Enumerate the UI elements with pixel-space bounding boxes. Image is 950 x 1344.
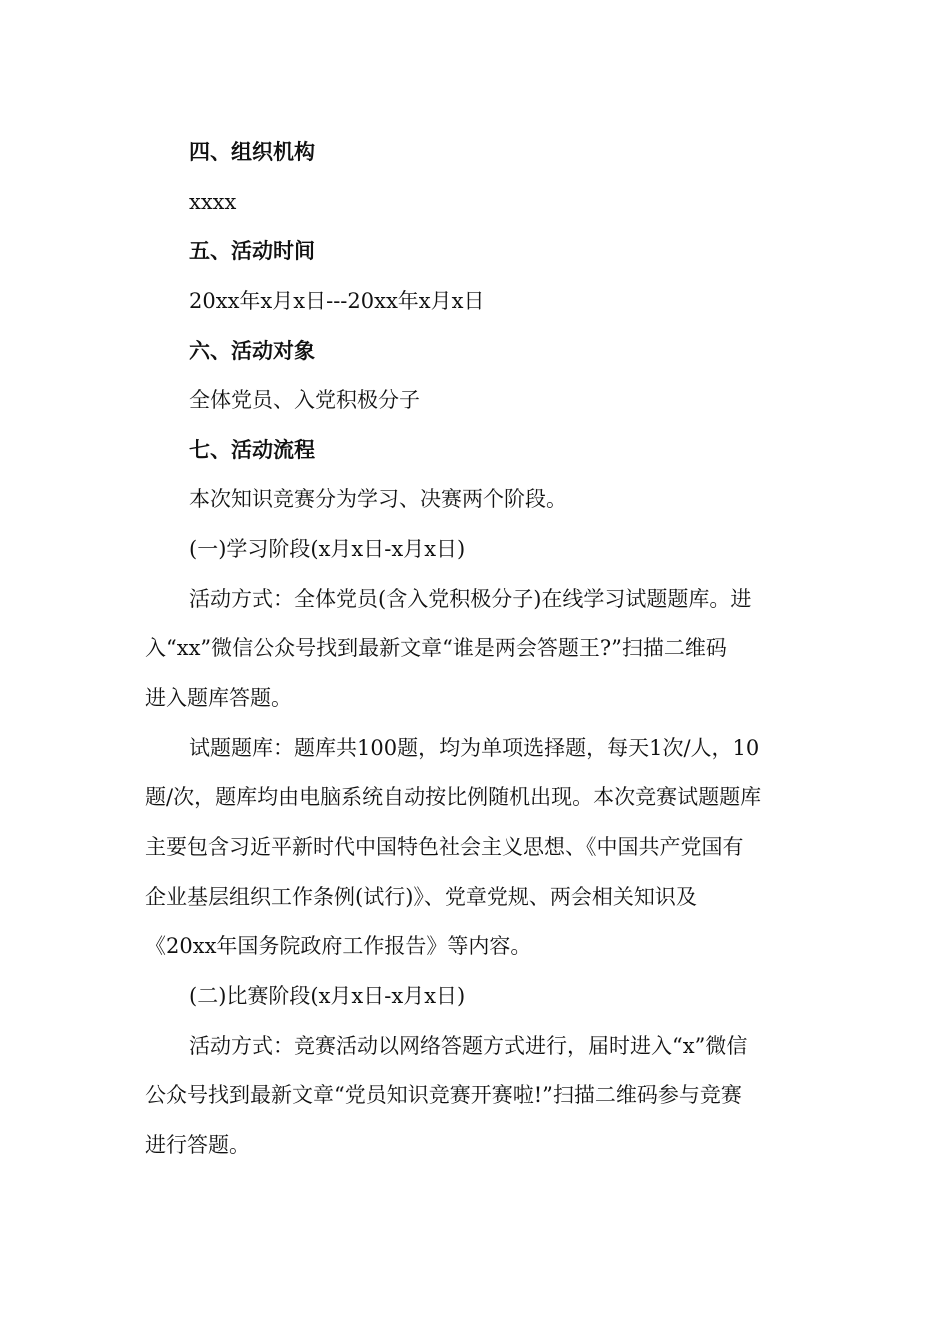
paragraph-line: 试题题库：题库共100题，均为单项选择题，每天1次/人，10 <box>189 736 760 760</box>
section-heading-target: 六、活动对象 <box>189 339 315 363</box>
activity-target-text: 全体党员、入党积极分子 <box>189 388 420 412</box>
paragraph-line: 主要包含习近平新时代中国特色社会主义思想、《中国共产党国有 <box>145 835 744 859</box>
paragraph-line: 活动方式：竞赛活动以网络答题方式进行，届时进入“x”微信 <box>189 1034 748 1058</box>
activity-time-text: 20xx年x月x日---20xx年x月x日 <box>189 289 485 313</box>
section-heading-organization: 四、组织机构 <box>189 140 315 164</box>
paragraph-line: 进入题库答题。 <box>145 686 292 710</box>
organization-text: xxxx <box>189 190 237 214</box>
paragraph-line: 公众号找到最新文章“党员知识竞赛开赛啦!”扫描二维码参与竞赛 <box>145 1083 742 1107</box>
study-stage-heading: (一)学习阶段(x月x日-x月x日) <box>189 537 466 561</box>
paragraph-line: 进行答题。 <box>145 1133 250 1157</box>
paragraph-line: 入“xx”微信公众号找到最新文章“谁是两会答题王?”扫描二维码 <box>145 636 727 660</box>
section-heading-process: 七、活动流程 <box>189 438 315 462</box>
competition-stage-heading: (二)比赛阶段(x月x日-x月x日) <box>189 984 466 1008</box>
process-intro-text: 本次知识竞赛分为学习、决赛两个阶段。 <box>189 487 567 511</box>
paragraph-line: 活动方式：全体党员(含入党积极分子)在线学习试题题库。进 <box>189 587 752 611</box>
paragraph-line: 题/次，题库均由电脑系统自动按比例随机出现。本次竞赛试题题库 <box>145 785 762 809</box>
paragraph-line: 企业基层组织工作条例(试行)》、党章党规、两会相关知识及 <box>145 885 697 909</box>
section-heading-time: 五、活动时间 <box>189 239 315 263</box>
paragraph-line: 《20xx年国务院政府工作报告》等内容。 <box>145 934 532 958</box>
